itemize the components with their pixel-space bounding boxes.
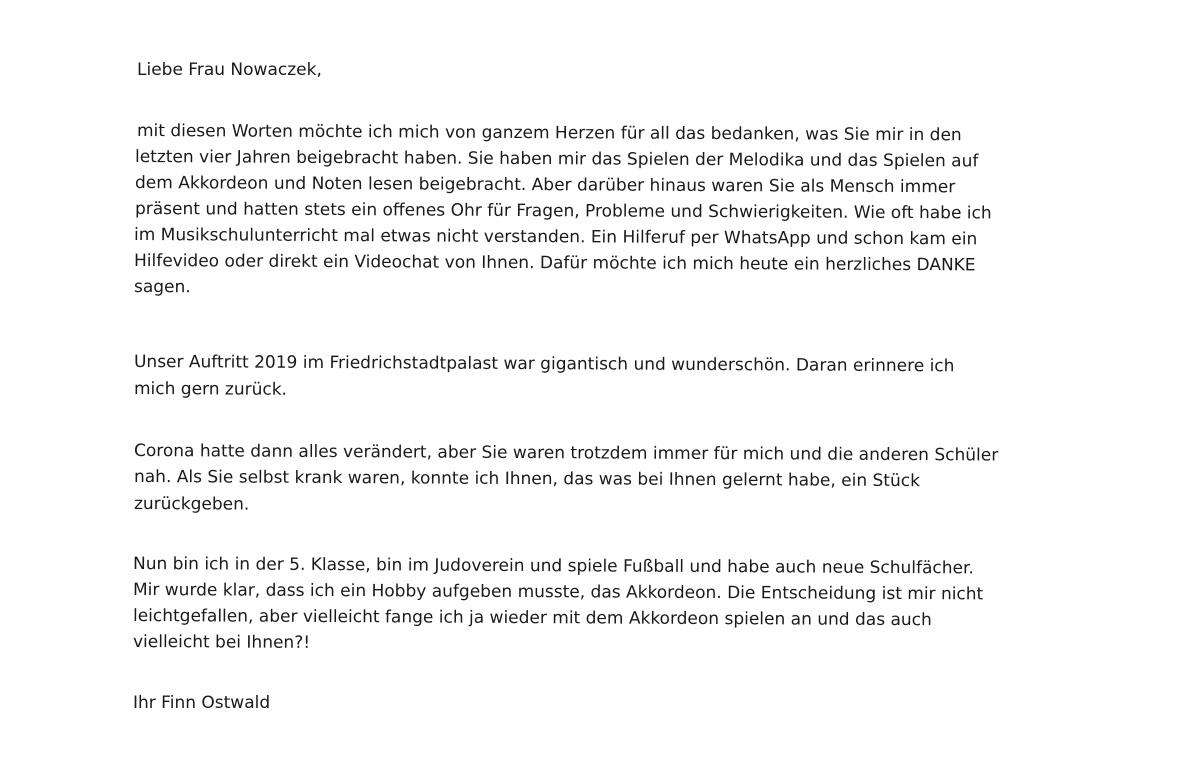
letter-greeting: Liebe Frau Nowaczek, bbox=[137, 60, 322, 80]
paragraph-line: letzten vier Jahren beigebracht haben. Sie haben mir das Spielen der Melodika und das Spielen auf bbox=[134, 147, 979, 172]
paragraph-line: Hilfevideo oder direkt ein Videochat von Ihnen. Dafür möchte ich mich heute ein herzliches DANKE bbox=[133, 251, 976, 276]
paragraph-line: Mir wurde klar, dass ich ein Hobby aufgeben musste, das Akkordeon. Die Entscheidung ist mir nicht bbox=[132, 580, 984, 605]
paragraph-line: präsent und hatten stets ein offenes Ohr für Fragen, Probleme und Schwierigkeiten. Wie oft habe ich bbox=[134, 199, 992, 224]
paragraph-line: dem Akkordeon und Noten lesen beigebracht. Aber darüber hinaus waren Sie als Mensch immer bbox=[134, 173, 956, 198]
paragraph-line: vielleicht bei Ihnen?! bbox=[132, 632, 311, 653]
paragraph-line: Unser Auftritt 2019 im Friedrichstadtpalast war gigantisch und wunderschön. Daran erinnere ich bbox=[133, 352, 955, 377]
paragraph-line: mit diesen Worten möchte ich mich von ganzem Herzen für all das bedanken, was Sie mir in den bbox=[136, 121, 962, 146]
paragraph-line: sagen. bbox=[133, 277, 191, 298]
paragraph-line: im Musikschulunterricht mal etwas nicht verstanden. Ein Hilferuf per WhatsApp und schon kam ein bbox=[133, 225, 978, 250]
paragraph-line: zurückgeben. bbox=[133, 494, 250, 515]
paragraph-line: nah. Als Sie selbst krank waren, konnte ich Ihnen, das was bei Ihnen gelernt habe, ein Stück bbox=[133, 467, 921, 492]
letter-signature: Ihr Finn Ostwald bbox=[133, 693, 271, 713]
paragraph-line: Corona hatte dann alles verändert, aber Sie waren trotzdem immer für mich und die anderen Schüler bbox=[133, 441, 999, 466]
paragraph-line: leichtgefallen, aber vielleicht fange ich ja wieder mit dem Akkordeon spielen an und das auch bbox=[132, 606, 932, 631]
paragraph-line: Nun bin ich in der 5. Klasse, bin im Judoverein und spiele Fußball und habe auch neue Schulfächer. bbox=[132, 554, 974, 579]
paragraph-line: mich gern zurück. bbox=[133, 379, 288, 400]
